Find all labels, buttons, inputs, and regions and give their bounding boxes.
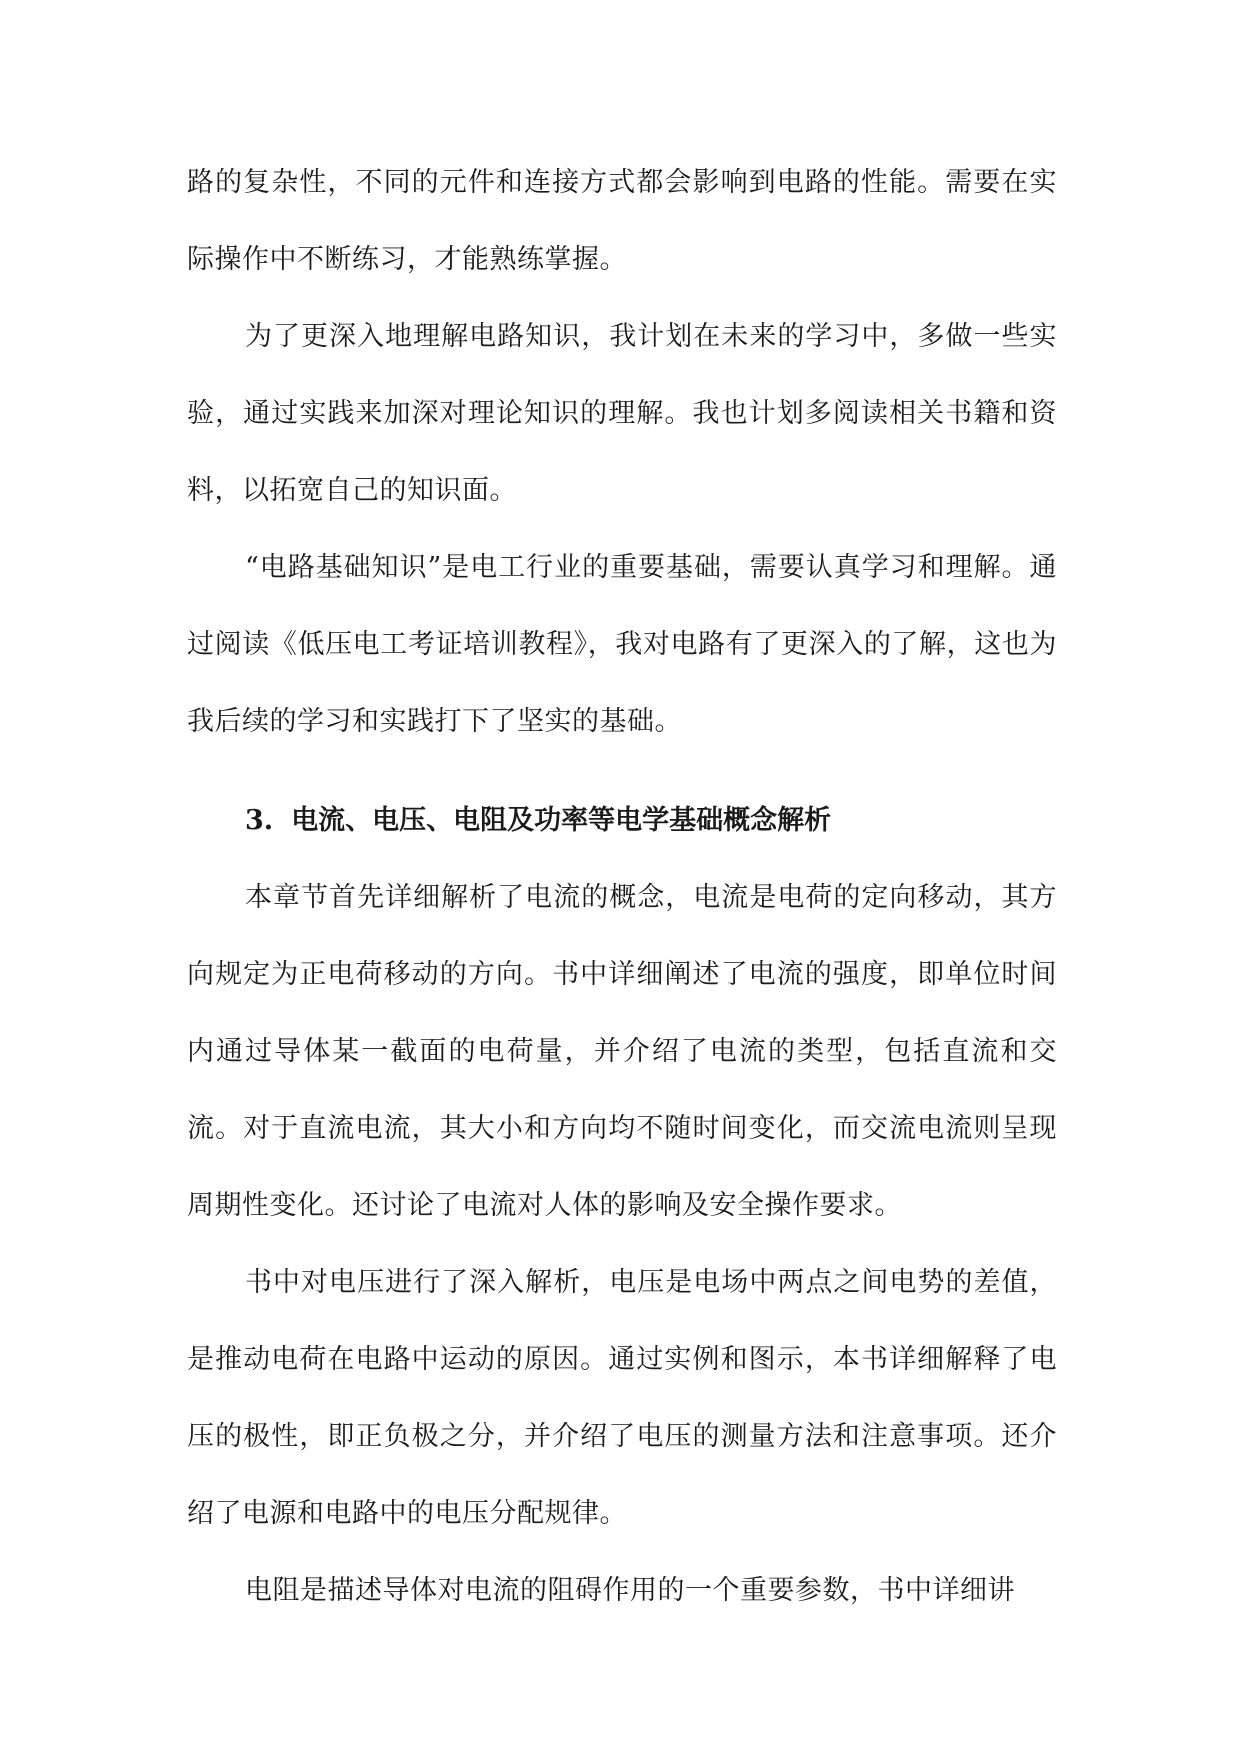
paragraph-resistance: 电阻是描述导体对电流的阻碍作用的一个重要参数，书中详细讲 bbox=[245, 1575, 1015, 1606]
section-number: 3. bbox=[245, 805, 274, 836]
paragraph-current: 本章节首先详细解析了电流的概念，电流是电荷的定向移动，其方向规定为正电荷移动的方向。书中详细阐述了电流的强度，即单位时间内通过导体某一截面的电荷量，并介绍了电流的类型，包括直流和交流。对于直流电流，其大小和方向均不随时间变化，而交流电流则呈现周期性变化。还讨论了电流对人体的影响及安全操作要求。 bbox=[187, 882, 1057, 1221]
paragraph-voltage: 书中对电压进行了深入解析，电压是电场中两点之间电势的差值，是推动电荷在电路中运动的原因。通过实例和图示，本书详细解释了电压的极性，即正负极之分，并介绍了电压的测量方法和注意事项。还介绍了电源和电路中的电压分配规律。 bbox=[187, 1267, 1057, 1529]
paragraph-summary: “电路基础知识”是电工行业的重要基础，需要认真学习和理解。通过阅读《低压电工考证培训教程》，我对电路有了更深入的了解，这也为我后续的学习和实践打下了坚实的基础。 bbox=[187, 552, 1057, 737]
paragraph-continued: 路的复杂性，不同的元件和连接方式都会影响到电路的性能。需要在实际操作中不断练习，才能熟练掌握。 bbox=[187, 167, 1057, 275]
section-heading bbox=[187, 782, 1057, 859]
paragraph-study-plan: 为了更深入地理解电路知识，我计划在未来的学习中，多做一些实验，通过实践来加深对理论知识的理解。我也计划多阅读相关书籍和资料，以拓宽自己的知识面。 bbox=[187, 321, 1057, 506]
page-content bbox=[187, 144, 1057, 1629]
section-title: 电流、电压、电阻及功率等电学基础概念解析 bbox=[291, 805, 832, 836]
